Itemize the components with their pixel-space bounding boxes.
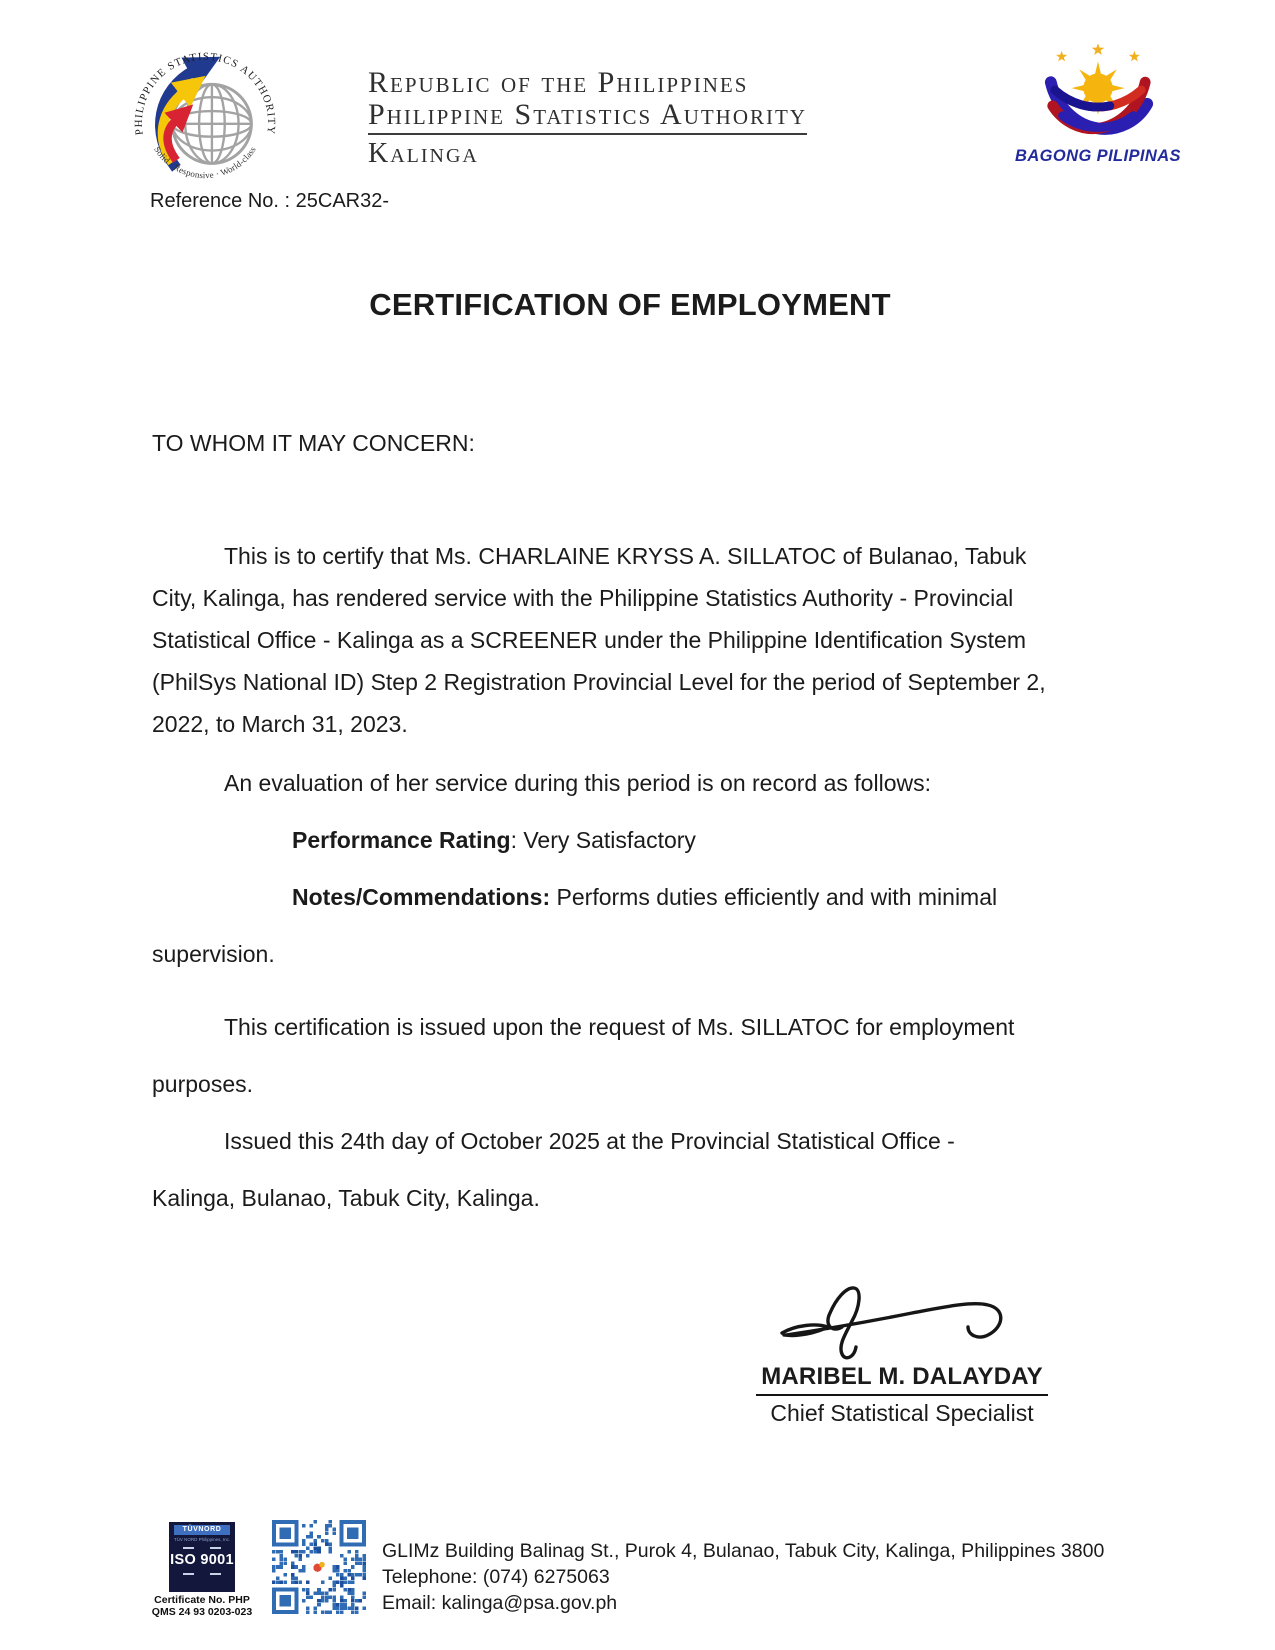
signatory-position: Chief Statistical Specialist [770, 1400, 1034, 1426]
seal-arc-bottom-text: Solid · Responsive · World-class [152, 144, 258, 181]
body-line: supervision. [152, 941, 275, 967]
document-title: CERTIFICATION OF EMPLOYMENT [369, 287, 891, 322]
office-line-republic: Republic of the Philippines [368, 66, 749, 99]
footer-telephone: Telephone: (074) 6275063 [382, 1566, 610, 1588]
body-line: Performance Rating: Very Satisfactory [292, 827, 696, 853]
body-lines [152, 535, 1117, 1227]
body-line: Notes/Commendations: Performs duties efficiently and with minimal [292, 884, 998, 910]
body-line: 2022, to March 31, 2023. [152, 711, 408, 737]
iso-dashes [183, 1573, 221, 1575]
iso-dashes [183, 1547, 221, 1549]
body-line: City, Kalinga, has rendered service with the Philippine Statistics Authority - Provincial [152, 585, 1014, 611]
psa-seal-logo [131, 40, 279, 188]
body-line: Kalinga, Bulanao, Tabuk City, Kalinga. [152, 1185, 540, 1211]
body-line: (PhilSys National ID) Step 2 Registration Provincial Level for the period of September 2, [152, 669, 1046, 695]
iso-certificate-number: Certificate No. PHP QMS 24 93 0203-023 [151, 1594, 253, 1618]
reference-number: Reference No. : 25CAR32- [150, 190, 390, 212]
bagong-pilipinas-label: BAGONG PILIPINAS [1015, 147, 1181, 165]
office-line-province: Kalinga [368, 138, 479, 169]
bagong-pilipinas-logo [1014, 44, 1182, 166]
qr-code [272, 1520, 366, 1614]
seal-arc-top-text: PHILIPPINE STATISTICS AUTHORITY [132, 50, 278, 136]
body-line: This certification is issued upon the request of Ms. SILLATOC for employment [224, 1014, 1015, 1040]
footer-address: GLIMz Building Balinag St., Purok 4, Bulanao, Tabuk City, Kalinga, Philippines 3800 [382, 1540, 1105, 1562]
office-name-block [368, 66, 807, 173]
footer-email: Email: kalinga@psa.gov.ph [382, 1592, 618, 1614]
bagong-pilipinas-icon [1039, 44, 1157, 144]
footer-contact-block [382, 1538, 1104, 1616]
body-line: An evaluation of her service during this period is on record as follows: [224, 770, 931, 796]
signature-block [712, 1283, 1092, 1427]
body-line: Statistical Office - Kalinga as a SCREENER under the Philippine Identification System [152, 627, 1026, 653]
iso-brand-label: TÜVNORD [174, 1525, 230, 1535]
salutation: TO WHOM IT MAY CONCERN: [152, 430, 475, 456]
signatory-name: MARIBEL M. DALAYDAY [756, 1363, 1048, 1396]
body-line: This is to certify that Ms. CHARLAINE KRYSS A. SILLATOC of Bulanao, Tabuk [224, 543, 1027, 569]
iso-standard-label: ISO 9001 [170, 1552, 234, 1568]
signature-scrawl [776, 1283, 1028, 1363]
body-line: Issued this 24th day of October 2025 at the Provincial Statistical Office - [224, 1128, 955, 1154]
iso-9001-badge [146, 1522, 258, 1618]
iso-sub-label: TÜV NORD Philippines, Inc. [173, 1537, 231, 1542]
body-line: purposes. [152, 1071, 254, 1097]
office-line-agency: Philippine Statistics Authority [368, 100, 807, 135]
iso-badge-box [169, 1522, 235, 1592]
